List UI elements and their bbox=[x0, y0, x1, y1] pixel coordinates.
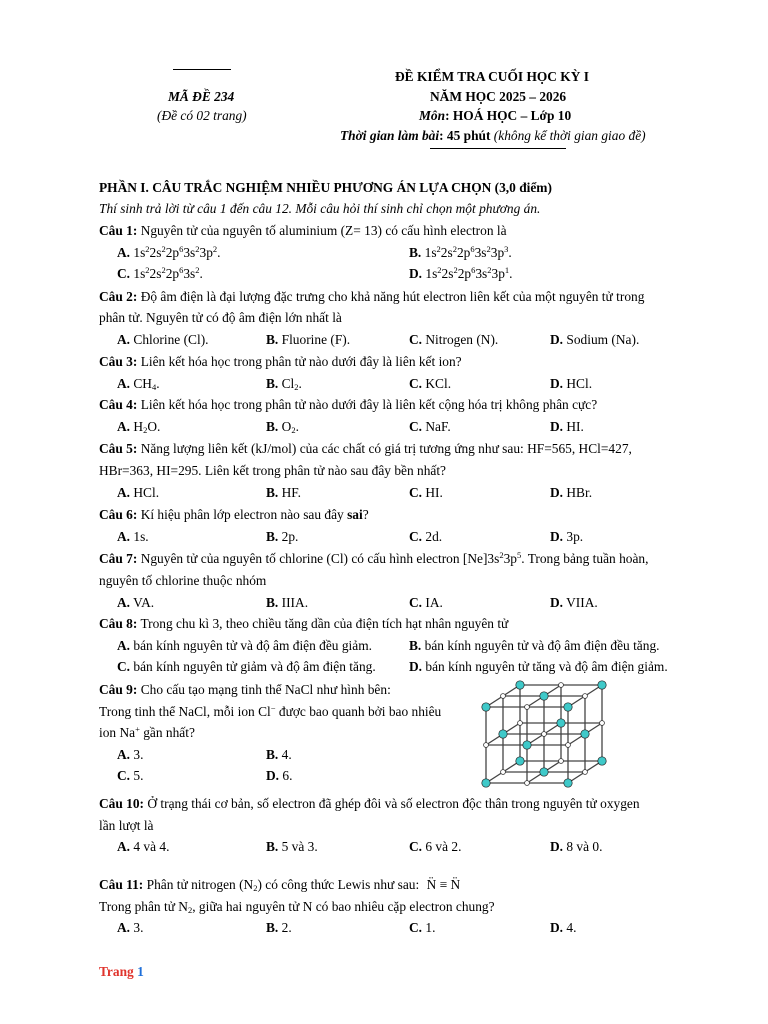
option-key: A. bbox=[117, 245, 131, 260]
option-text: Chlorine (Cl). bbox=[133, 332, 209, 347]
question-text-cont: được bao quanh bởi bao nhiêu bbox=[275, 704, 442, 719]
question-3 bbox=[99, 354, 462, 370]
question-label: Câu 9: bbox=[99, 682, 138, 697]
option-key: C. bbox=[409, 839, 423, 854]
time-value: : 45 phút bbox=[439, 128, 491, 143]
option-key: B. bbox=[266, 419, 279, 434]
q11-option-b[interactable] bbox=[266, 920, 292, 936]
option-text: bán kính nguyên tử tăng và độ âm điện giảm. bbox=[425, 659, 668, 674]
q4-option-b[interactable]: B. $O_2$. bbox=[266, 419, 299, 435]
q10-option-c[interactable] bbox=[409, 839, 461, 855]
question-text: Trong tinh thể NaCl, mỗi ion Cl bbox=[99, 704, 271, 719]
section-instruction: Thí sinh trả lời từ câu 1 đến câu 12. Mỗi câu hỏi thí sinh chỉ chọn một phương án. bbox=[99, 201, 541, 216]
option-text: 4. bbox=[281, 747, 292, 762]
option-key: C. bbox=[409, 332, 423, 347]
sodium-ion bbox=[564, 703, 572, 711]
q6-option-d[interactable] bbox=[550, 529, 583, 545]
option-text: 3. bbox=[133, 920, 144, 935]
question-5 bbox=[99, 441, 632, 457]
option-key: A. bbox=[117, 595, 131, 610]
option-key: C. bbox=[409, 529, 423, 544]
exam-title: ĐỀ KIỂM TRA CUỐI HỌC KỲ I bbox=[395, 69, 589, 84]
option-text: 4. bbox=[566, 920, 577, 935]
q3-option-d[interactable] bbox=[550, 376, 592, 392]
question-text: Trong chu kì 3, theo chiều tăng dần của điện tích hạt nhân nguyên tử bbox=[140, 616, 509, 631]
q2-option-b[interactable] bbox=[266, 332, 350, 348]
question-text: Độ âm điện là đại lượng đặc trưng cho khả năng hút electron liên kết của một nguyên tử trong bbox=[140, 289, 645, 304]
q9-option-a[interactable] bbox=[117, 747, 143, 763]
question-10 bbox=[99, 796, 640, 812]
question-7: Câu 7: Nguyên tử của nguyên tố chlorine (Cl) có cấu hình electron $[Ne]3s^23p^5$. Trong bảng tuần hoàn, bbox=[99, 550, 649, 566]
option-text: HCl. bbox=[133, 485, 160, 500]
q10-option-a[interactable] bbox=[117, 839, 169, 855]
option-key: C. bbox=[409, 419, 423, 434]
page-count-note: (Đề có 02 trang) bbox=[157, 108, 247, 123]
option-text: HI. bbox=[425, 485, 443, 500]
option-key: D. bbox=[550, 595, 564, 610]
chloride-ion bbox=[559, 683, 564, 688]
q7-option-a[interactable] bbox=[117, 595, 154, 611]
sodium-ion bbox=[564, 779, 572, 787]
question-6 bbox=[99, 507, 369, 523]
q1-option-c[interactable]: C. $1s^22s^22p^63s^2$. bbox=[117, 265, 203, 281]
question-label: Câu 1: bbox=[99, 223, 138, 238]
option-key: C. bbox=[409, 595, 423, 610]
q7-option-b[interactable] bbox=[266, 595, 308, 611]
chloride-ion bbox=[583, 694, 588, 699]
option-key: D. bbox=[409, 266, 423, 281]
option-key: D. bbox=[550, 332, 564, 347]
question-label: Câu 2: bbox=[99, 289, 138, 304]
option-key: C. bbox=[117, 266, 131, 281]
option-text: 3p. bbox=[566, 529, 584, 544]
question-text: Năng lượng liên kết (kJ/mol) của các chất có giá trị tương ứng như sau: HF=565, HCl=427, bbox=[140, 441, 632, 456]
q9-option-d[interactable] bbox=[266, 768, 292, 784]
q11-option-a[interactable] bbox=[117, 920, 143, 936]
option-text: 3. bbox=[133, 747, 144, 762]
option-text: HCl. bbox=[566, 376, 593, 391]
option-key: B. bbox=[409, 638, 422, 653]
q11-option-d[interactable] bbox=[550, 920, 576, 936]
sodium-ion bbox=[516, 681, 524, 689]
q8-option-a[interactable] bbox=[117, 638, 372, 654]
chloride-ion bbox=[518, 721, 523, 726]
chloride-ion bbox=[600, 721, 605, 726]
question-text: Liên kết hóa học trong phân tử nào dưới đây là liên kết cộng hóa trị không phân cực? bbox=[140, 397, 598, 412]
question-7-cont: nguyên tố chlorine thuộc nhóm bbox=[99, 573, 267, 588]
section-title: PHẦN I. CÂU TRẮC NGHIỆM NHIỀU PHƯƠNG ÁN LỰA CHỌN (3,0 điểm) bbox=[99, 180, 552, 195]
sodium-ion bbox=[482, 703, 490, 711]
q2-option-a[interactable] bbox=[117, 332, 209, 348]
q10-option-b[interactable] bbox=[266, 839, 318, 855]
page-footer bbox=[99, 964, 144, 980]
question-label: Câu 8: bbox=[99, 616, 138, 631]
option-key: D. bbox=[550, 485, 564, 500]
option-key: B. bbox=[409, 245, 422, 260]
option-text: 8 và 0. bbox=[566, 839, 603, 854]
option-text: 6. bbox=[282, 768, 293, 783]
question-text: Nguyên tử của nguyên tố aluminium (Z= 13) có cấu hình electron là bbox=[140, 223, 507, 238]
option-key: D. bbox=[550, 839, 564, 854]
question-8 bbox=[99, 616, 508, 632]
question-label: Câu 10: bbox=[99, 796, 145, 811]
q9-option-b[interactable] bbox=[266, 747, 292, 763]
q6-option-b[interactable] bbox=[266, 529, 298, 545]
option-key: D. bbox=[409, 659, 423, 674]
question-text: Cho cấu tạo mạng tinh thể NaCl như hình bên: bbox=[140, 682, 391, 697]
question-2 bbox=[99, 289, 644, 305]
q6-option-c[interactable] bbox=[409, 529, 442, 545]
sodium-ion bbox=[482, 779, 490, 787]
option-key: B. bbox=[266, 839, 279, 854]
q2-option-c[interactable] bbox=[409, 332, 498, 348]
option-key: B. bbox=[266, 332, 279, 347]
emphasis-word: sai bbox=[347, 507, 363, 522]
q5-option-a[interactable] bbox=[117, 485, 159, 501]
question-label: Câu 7: bbox=[99, 551, 138, 566]
option-key: D. bbox=[550, 920, 564, 935]
option-key: B. bbox=[266, 595, 279, 610]
q3-option-a[interactable]: A. $CH_4$. bbox=[117, 376, 160, 392]
q11-option-c[interactable] bbox=[409, 920, 435, 936]
q5-option-c[interactable] bbox=[409, 485, 443, 501]
q5-option-b[interactable] bbox=[266, 485, 301, 501]
page-label: Trang bbox=[99, 964, 134, 979]
option-key: C. bbox=[409, 485, 423, 500]
option-key: B. bbox=[266, 485, 279, 500]
question-1 bbox=[99, 223, 507, 239]
question-text: Ở trạng thái cơ bản, số electron đã ghép đôi và số electron độc thân trong nguyên tử oxygen bbox=[147, 796, 640, 811]
option-text: 2d. bbox=[425, 529, 443, 544]
question-5-cont: HBr=363, HI=295. Liên kết trong phân tử nào sau đây bền nhất? bbox=[99, 463, 447, 478]
sodium-ion bbox=[516, 757, 524, 765]
chloride-ion bbox=[583, 770, 588, 775]
question-10-cont: lần lượt là bbox=[99, 818, 154, 833]
option-text: IIIA. bbox=[281, 595, 309, 610]
question-11: Câu 11: Phân tử nitrogen $(N_2)$ có công thức Lewis như sau: N̈ ≡ N̈ bbox=[99, 877, 461, 893]
option-key: C. bbox=[117, 768, 131, 783]
subject-value: : HOÁ HỌC – Lớp 10 bbox=[445, 108, 572, 123]
option-text: HBr. bbox=[566, 485, 593, 500]
question-9-cont2: ion Na+ gần nhất? bbox=[99, 724, 195, 740]
option-text: bán kính nguyên tử giảm và độ âm điện tăng. bbox=[133, 659, 376, 674]
question-text: Phân tử nitrogen (N bbox=[146, 877, 254, 892]
time-label: Thời gian làm bài bbox=[340, 128, 440, 143]
time-line bbox=[340, 128, 646, 144]
chloride-ion bbox=[501, 694, 506, 699]
q4-option-a[interactable]: A. $H_2O$. bbox=[117, 419, 161, 435]
q8-option-d[interactable] bbox=[409, 659, 668, 675]
subject-line bbox=[419, 108, 571, 124]
sodium-ion bbox=[540, 692, 548, 700]
option-key: A. bbox=[117, 332, 131, 347]
question-label: Câu 11: bbox=[99, 877, 144, 892]
question-text: Liên kết hóa học trong phân tử nào dưới đây là liên kết ion? bbox=[140, 354, 462, 369]
question-text-cont: . Trong bảng tuần hoàn, bbox=[521, 551, 649, 566]
sodium-ion bbox=[598, 757, 606, 765]
q7-option-c[interactable] bbox=[409, 595, 443, 611]
option-key: D. bbox=[550, 419, 564, 434]
option-text: 6 và 2. bbox=[425, 839, 462, 854]
option-text: Fluorine (F). bbox=[281, 332, 351, 347]
option-text: VIIA. bbox=[566, 595, 598, 610]
option-key: A. bbox=[117, 638, 131, 653]
option-key: A. bbox=[117, 747, 131, 762]
q3-option-c[interactable] bbox=[409, 376, 451, 392]
option-key: C. bbox=[409, 920, 423, 935]
option-text: bán kính nguyên tử và độ âm điện đều giảm. bbox=[133, 638, 372, 653]
q6-option-a[interactable] bbox=[117, 529, 149, 545]
chloride-ion bbox=[501, 770, 506, 775]
q1-option-b[interactable]: B. $1s^22s^22p^63s^23p^3$. bbox=[409, 244, 512, 260]
option-key: A. bbox=[117, 920, 131, 935]
option-text: IA. bbox=[425, 595, 443, 610]
option-text: bán kính nguyên tử và độ âm điện đều tăng. bbox=[424, 638, 660, 653]
subject-label: Môn bbox=[419, 108, 446, 123]
q5-option-d[interactable] bbox=[550, 485, 592, 501]
option-text: HF. bbox=[281, 485, 302, 500]
option-key: A. bbox=[117, 419, 131, 434]
q1-option-d[interactable]: D. $1s^22s^22p^63s^23p^1$. bbox=[409, 265, 513, 281]
q1-option-a[interactable]: A. $1s^22s^22p^63s^23p^2$. bbox=[117, 244, 221, 260]
chloride-ion bbox=[559, 759, 564, 764]
q4-option-c[interactable] bbox=[409, 419, 451, 435]
question-label: Câu 4: bbox=[99, 397, 138, 412]
sodium-ion bbox=[499, 730, 507, 738]
page-number: 1 bbox=[137, 964, 144, 979]
exam-code: MÃ ĐỀ 234 bbox=[168, 89, 235, 104]
option-key: D. bbox=[550, 529, 564, 544]
option-text: 4 và 4. bbox=[133, 839, 170, 854]
school-year: NĂM HỌC 2025 – 2026 bbox=[430, 89, 567, 104]
option-key: A. bbox=[117, 839, 131, 854]
option-text: Nitrogen (N). bbox=[425, 332, 499, 347]
question-label: Câu 6: bbox=[99, 507, 138, 522]
sodium-ion bbox=[598, 681, 606, 689]
chloride-ion bbox=[484, 743, 489, 748]
question-text: Kí hiệu phân lớp electron nào sau đây bbox=[140, 507, 348, 522]
option-text: 5 và 3. bbox=[281, 839, 318, 854]
q8-option-c[interactable] bbox=[117, 659, 376, 675]
sodium-ion bbox=[540, 768, 548, 776]
q3-option-b[interactable]: B. $Cl_2$. bbox=[266, 376, 302, 392]
question-text: ion Na bbox=[99, 725, 136, 740]
question-text-cont: ) có công thức Lewis như sau: bbox=[257, 877, 420, 892]
question-label: Câu 3: bbox=[99, 354, 138, 369]
question-9 bbox=[99, 682, 391, 698]
option-key: B. bbox=[266, 529, 279, 544]
header-rule-left bbox=[173, 69, 231, 70]
option-text: 2p. bbox=[281, 529, 299, 544]
option-text: Sodium (Na). bbox=[566, 332, 640, 347]
question-11-cont: Trong phân tử $N_2$, giữa hai nguyên tử N có bao nhiêu cặp electron chung? bbox=[99, 899, 495, 915]
question-2-cont: phân tử. Nguyên tử có độ âm điện lớn nhất là bbox=[99, 310, 342, 325]
q4-option-d[interactable] bbox=[550, 419, 584, 435]
question-text: Trong phân tử N bbox=[99, 899, 188, 914]
sodium-ion bbox=[557, 719, 565, 727]
option-key: B. bbox=[266, 747, 279, 762]
q8-option-b[interactable] bbox=[409, 638, 660, 654]
option-text: 1. bbox=[425, 920, 436, 935]
question-text-cont: , giữa hai nguyên tử N có bao nhiêu cặp electron chung? bbox=[192, 899, 495, 914]
option-text: HI. bbox=[566, 419, 584, 434]
option-key: C. bbox=[117, 659, 131, 674]
chloride-ion bbox=[525, 705, 530, 710]
option-key: C. bbox=[409, 376, 423, 391]
lewis-formula: N̈ ≡ N̈ bbox=[426, 877, 461, 892]
option-key: A. bbox=[117, 376, 131, 391]
chloride-ion bbox=[566, 743, 571, 748]
option-key: D. bbox=[266, 768, 280, 783]
header-rule-right bbox=[430, 148, 566, 149]
q7-option-d[interactable] bbox=[550, 595, 598, 611]
time-note: (không kể thời gian giao đề) bbox=[493, 128, 646, 143]
question-end: ? bbox=[362, 507, 369, 522]
chloride-ion bbox=[542, 732, 547, 737]
q2-option-d[interactable] bbox=[550, 332, 639, 348]
q9-option-c[interactable] bbox=[117, 768, 143, 784]
question-4 bbox=[99, 397, 597, 413]
option-text: 2. bbox=[281, 920, 292, 935]
option-key: D. bbox=[550, 376, 564, 391]
option-key: B. bbox=[266, 920, 279, 935]
option-key: A. bbox=[117, 529, 131, 544]
option-key: A. bbox=[117, 485, 131, 500]
option-text: NaF. bbox=[425, 419, 451, 434]
sodium-ion bbox=[581, 730, 589, 738]
sodium-ion bbox=[523, 741, 531, 749]
question-text: Nguyên tử của nguyên tố chlorine (Cl) có cấu hình electron [Ne]3s bbox=[140, 551, 500, 566]
option-text: 1s. bbox=[133, 529, 149, 544]
question-9-cont: Trong tinh thể NaCl, mỗi ion Cl− được bao quanh bởi bao nhiêu bbox=[99, 703, 442, 719]
nacl-lattice-figure bbox=[470, 676, 620, 796]
chloride-ion bbox=[525, 781, 530, 786]
option-key: B. bbox=[266, 376, 279, 391]
option-text: VA. bbox=[133, 595, 155, 610]
question-text-cont: gần nhất? bbox=[139, 725, 195, 740]
question-label: Câu 5: bbox=[99, 441, 138, 456]
option-text: 5. bbox=[133, 768, 144, 783]
option-text: KCl. bbox=[425, 376, 452, 391]
q10-option-d[interactable] bbox=[550, 839, 602, 855]
